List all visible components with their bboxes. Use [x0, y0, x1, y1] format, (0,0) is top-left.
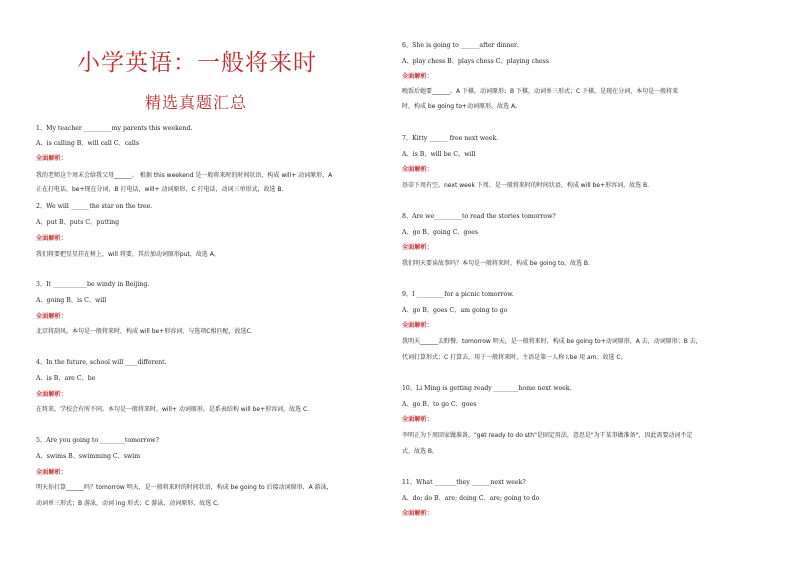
question-5-explanation-cont: 动词单三形式；B 游泳，动词 ing 形式；C 游泳，动词原形，故选 C。 — [36, 500, 224, 507]
analysis-label: 全面解析： — [36, 469, 67, 476]
question-5-stem: 5、Are you going to ________tomorrow? — [36, 437, 159, 444]
question-2-explanation: 我们将要把星星挂在树上，will 将要，其后加动词原形put，故选 A。 — [36, 251, 220, 258]
question-7-options: A、is B、will be C、will — [402, 151, 476, 158]
analysis-label: 全面解析： — [402, 322, 433, 329]
question-1-options: A、is calling B、will call C、calls — [36, 140, 140, 147]
question-8-options: A、go B、going C、goes — [402, 229, 479, 236]
question-8-explanation: 我们明天要读故事吗？本句是一般将来时，构成 be going to，故选 B. — [402, 260, 590, 267]
question-10-stem: 10、Li Ming is getting ready ________home next week. — [402, 385, 572, 392]
question-9-stem: 9、I _________for a picnic tomorrow. — [402, 291, 514, 298]
analysis-label: 全面解析： — [402, 166, 433, 173]
question-10-options: A、go B、to go C、goes — [402, 401, 477, 408]
analysis-label: 全面解析： — [402, 73, 433, 80]
question-9-explanation: 我明天______去野餐。tomorrow 明天，是一般将来时，构成 be going to+动词原形，A 去，动词原形；B 去， — [402, 338, 702, 345]
question-6-options: A、play chess B、plays chess C、playing chess — [402, 58, 550, 65]
analysis-label: 全面解析： — [402, 244, 433, 251]
question-8-stem: 8、Are we_________to read the stories tomorrow? — [402, 213, 556, 220]
question-3-explanation: 北京将刮风。本句是一般将来时，构成 will be+形容词，与选项C相匹配，故选C. — [36, 328, 253, 335]
analysis-label: 全面解析： — [36, 391, 67, 398]
question-1-stem: 1、My teacher _________my parents this weekend. — [36, 125, 193, 132]
analysis-label: 全面解析： — [402, 416, 433, 423]
question-11-stem: 11、What _______they ______next week? — [402, 479, 526, 486]
question-9-explanation-cont: 代词打算形式；C 打算去，用于一般将来时，主语是第一人称 I,be 用 am。故选 C。 — [402, 354, 627, 361]
question-3-options: A、going B、is C、will — [36, 297, 107, 304]
question-1-explanation-cont: 正在打电话，be+现在分词，B 打电话，will+ 动词原形，C 打电话，动词三单形式，故选 B. — [36, 186, 284, 193]
question-9-options: A、go B、goes C、am going to go — [402, 307, 508, 314]
analysis-label: 全面解析： — [36, 313, 67, 320]
question-2-stem: 2、We will ______the star on the tree. — [36, 203, 153, 210]
page-title: 小学英语：一般将来时 — [77, 50, 317, 76]
analysis-label: 全面解析： — [402, 510, 433, 517]
page-subtitle: 精选真题汇总 — [145, 93, 248, 112]
question-1-explanation: 我的老师这个周末会给我父母______。 根据 this weekend 是一般将来时的时间状语，构成 will+ 动词原形，A — [36, 172, 333, 179]
analysis-label: 全面解析： — [36, 235, 67, 242]
question-5-options: A、swims B、swimming C、swim — [36, 453, 141, 460]
question-10-explanation: 李明正为下周回家做准备。"get ready to do sth"是固定用法，意思是"为干某事做准备"，因此需要动词不定 — [402, 432, 693, 439]
question-10-explanation-cont: 式，故选 B。 — [402, 448, 439, 455]
question-6-stem: 6、She is going to ______after dinner. — [402, 42, 519, 49]
question-2-options: A、put B、puts C、putting — [36, 219, 120, 226]
question-7-explanation: 基蒂下周有空。next week 下周，是一般将来时的时间状语，构成 will be+形容词，故选 B. — [402, 182, 650, 189]
question-6-explanation: 晚饭后她要______。A 下棋，动词原形；B 下棋，动词单三形式；C 下棋，是现在分词，本句是一般将来 — [402, 88, 679, 95]
question-7-stem: 7、Kitty ______ free next week. — [402, 135, 499, 142]
question-11-options: A、do; do B、are; doing C、are; going to do — [402, 495, 540, 502]
question-3-stem: 3、It ___________be windy in Beijing. — [36, 281, 150, 288]
question-5-explanation: 明天你打算______吗？tomorrow 明天，是一般将来时的时间状语，构成 be going to 后接动词原形，A 游泳， — [36, 484, 333, 491]
question-4-explanation: 在将来，学校会有所不同。本句是一般将来时，will+ 动词原形，是系表结构 will be+形容词，故选 C. — [36, 406, 310, 413]
analysis-label: 全面解析： — [36, 155, 67, 162]
question-4-stem: 4、In the future, school will ____different. — [36, 359, 167, 366]
question-6-explanation-cont: 时，构成 be going to+动词原形。故选 A。 — [402, 103, 522, 110]
question-4-options: A、is B、are C、be — [36, 375, 96, 382]
